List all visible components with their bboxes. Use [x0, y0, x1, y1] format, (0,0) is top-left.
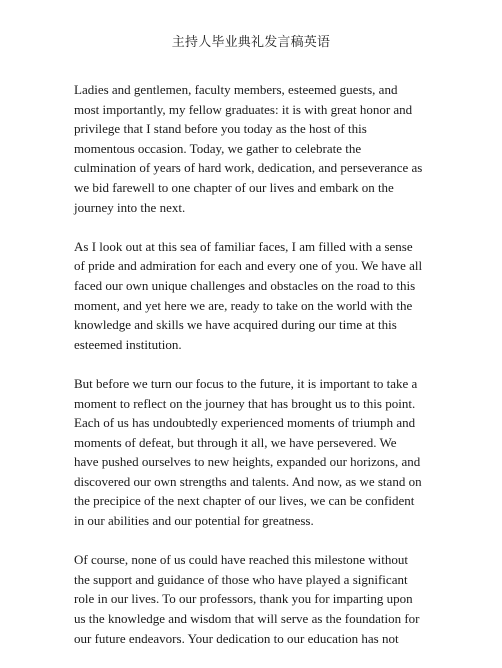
text-line: in our abilities and our potential for greatness.: [74, 513, 314, 529]
text-line: Each of us has undoubtedly experienced moments of triumph and: [74, 415, 416, 431]
text-line: of pride and admiration for each and every one of you. We have all: [74, 258, 423, 274]
text-line: As I look out at this sea of familiar faces, I am filled with a sense: [74, 238, 413, 254]
text-line: we bid farewell to one chapter of our lives and embark on the: [74, 179, 394, 195]
text-line: moments of defeat, but through it all, we have persevered. We: [74, 434, 397, 450]
text-line: our future endeavors. Your dedication to our education has not: [74, 630, 399, 646]
text-line: Ladies and gentlemen, faculty members, esteemed guests, and: [74, 82, 398, 97]
text-line: culmination of years of hard work, dedication, and perseverance as: [74, 160, 423, 176]
text-line: most importantly, my fellow graduates: it is with great honor and: [74, 101, 413, 117]
text-line: moment to reflect on the journey that has brought us to this point.: [74, 395, 416, 411]
document-title: 主持人毕业典礼发言稿英语: [171, 34, 331, 49]
text-line: role in our lives. To our professors, thank you for imparting upon: [74, 591, 413, 607]
text-line: moment, and yet here we are, ready to take on the world with the: [74, 297, 413, 313]
paragraph-4: [74, 550, 434, 648]
document-body: [74, 80, 434, 668]
text-line: But before we turn our focus to the future, it is important to take a: [74, 375, 418, 391]
text-line: momentous occasion. Today, we gather to celebrate the: [74, 140, 362, 156]
text-line: us the knowledge and wisdom that will serve as the foundation for: [74, 611, 420, 627]
text-line: Of course, none of us could have reached this milestone without: [74, 552, 408, 568]
text-line: the precipice of the next chapter of our lives, we can be confident: [74, 493, 415, 509]
text-line: faced our own unique challenges and obstacles on the road to this: [74, 277, 416, 293]
text-line: esteemed institution.: [74, 336, 182, 352]
text-line: the support and guidance of those who have played a significant: [74, 571, 408, 587]
paragraph-3: [74, 374, 434, 531]
text-line: privilege that I stand before you today as the host of this: [74, 121, 367, 137]
text-line: have pushed ourselves to new heights, expanded our horizons, and: [74, 454, 421, 470]
text-line: discovered our own strengths and talents. And now, as we stand on: [74, 473, 422, 489]
text-line: knowledge and skills we have acquired during our time at this: [74, 317, 397, 333]
paragraph-2: [74, 237, 434, 355]
text-line: journey into the next.: [74, 199, 186, 215]
paragraph-1: [74, 80, 434, 217]
